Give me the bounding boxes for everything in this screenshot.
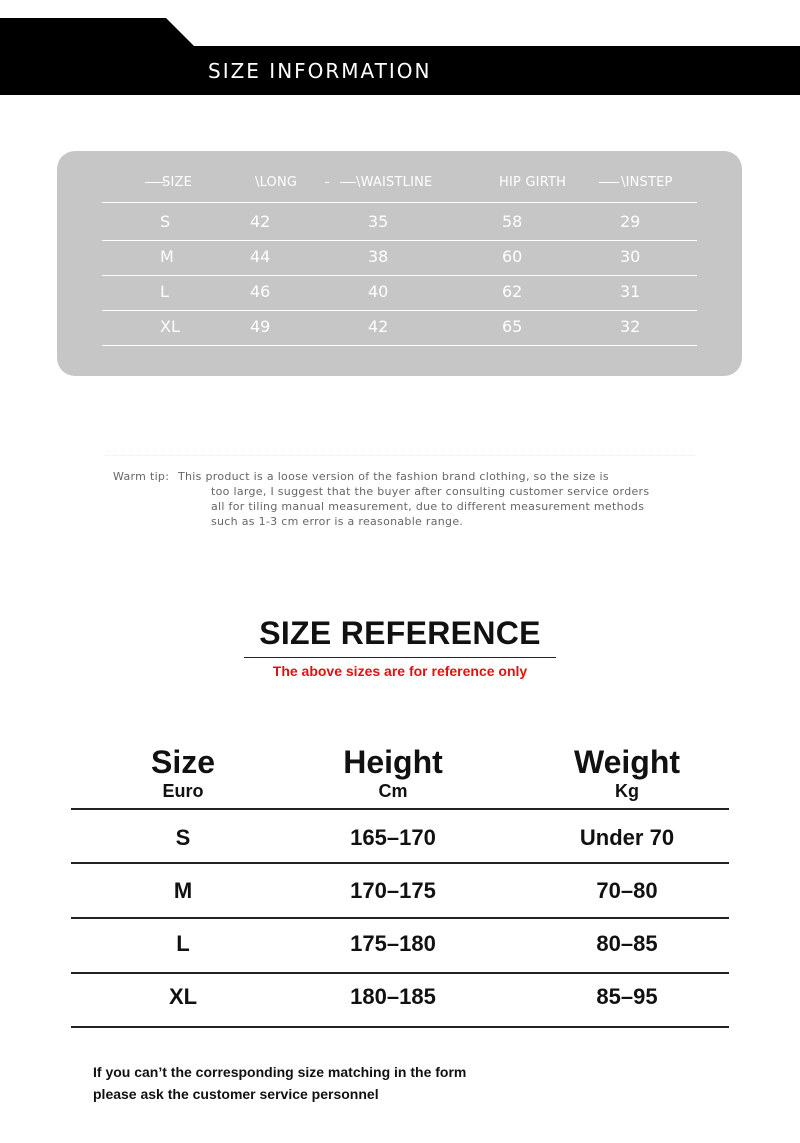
cell-long: 42	[250, 212, 271, 231]
cell-weight: 85–95	[596, 984, 658, 1009]
cell-size: L	[160, 282, 169, 301]
cell-size: S	[160, 212, 171, 231]
size-reference-title: SIZE REFERENCE	[259, 615, 541, 651]
size-information-table	[57, 151, 742, 376]
size-info-row	[102, 204, 697, 241]
header-long: \LONG	[255, 175, 298, 190]
cell-weight: 80–85	[596, 931, 658, 956]
footer-note	[93, 1061, 466, 1105]
cell-weight: Under 70	[579, 825, 675, 850]
footer-note-line: please ask the customer service personnel	[93, 1086, 379, 1102]
cell-hip-girth: 65	[502, 317, 523, 336]
divider	[105, 455, 695, 457]
header-tick	[325, 182, 329, 183]
header-instep: \INSTEP	[621, 175, 673, 190]
header-tick	[599, 182, 619, 183]
cell-height: 180–185	[350, 984, 436, 1009]
table-row	[0, 812, 800, 864]
warm-tip-label: Warm tip:	[113, 470, 170, 483]
cell-instep: 30	[620, 247, 641, 266]
table-row	[0, 971, 800, 1023]
table-row	[0, 865, 800, 917]
warm-tip-line: all for tiling manual measurement, due to different measurement methods	[211, 500, 645, 513]
column-unit: Cm	[378, 781, 408, 801]
cell-size: M	[173, 878, 193, 903]
cell-weight: 70–80	[596, 878, 658, 903]
cell-hip-girth: 62	[502, 282, 523, 301]
column-unit: Kg	[615, 781, 639, 801]
cell-size: S	[175, 825, 191, 850]
column-unit: Euro	[162, 781, 204, 801]
column-title: Weight	[573, 744, 681, 780]
cell-height: 170–175	[350, 878, 436, 903]
header-waistline: \WAISTLINE	[356, 175, 433, 190]
cell-instep: 31	[620, 282, 641, 301]
header-hip-girth: HIP GIRTH	[499, 175, 567, 190]
cell-long: 44	[250, 247, 271, 266]
banner-title: SIZE INFORMATION	[208, 59, 432, 83]
column-title: Size	[150, 744, 216, 780]
header-banner	[0, 0, 800, 95]
cell-waistline: 35	[368, 212, 389, 231]
size-info-row	[102, 274, 697, 311]
cell-size: M	[160, 247, 174, 266]
size-info-row	[102, 239, 697, 276]
column-title: Height	[343, 744, 443, 780]
column-header-size	[63, 743, 303, 801]
footer-note-line: If you can’t the corresponding size matching in the form	[93, 1064, 467, 1080]
header-tick	[340, 182, 356, 183]
cell-waistline: 40	[368, 282, 389, 301]
warm-tip-line: such as 1-3 cm error is a reasonable range.	[211, 515, 464, 528]
cell-instep: 32	[620, 317, 641, 336]
cell-waistline: 42	[368, 317, 389, 336]
cell-long: 49	[250, 317, 271, 336]
cell-size: XL	[160, 317, 180, 336]
cell-height: 165–170	[350, 825, 436, 850]
cell-height: 175–180	[350, 931, 436, 956]
size-info-row	[102, 309, 697, 346]
cell-size: XL	[168, 984, 198, 1009]
column-header-weight	[507, 743, 747, 801]
cell-long: 46	[250, 282, 271, 301]
warm-tip-line: too large, I suggest that the buyer after consulting customer service orders	[211, 485, 650, 498]
column-header-height	[273, 743, 513, 801]
size-reference-subtitle: The above sizes are for reference only	[272, 663, 528, 679]
table-row	[0, 918, 800, 970]
warm-tip-line: This product is a loose version of the fashion brand clothing, so the size is	[178, 470, 609, 483]
title-underline	[244, 657, 556, 658]
cell-hip-girth: 58	[502, 212, 523, 231]
header-size: SIZE	[162, 175, 193, 190]
cell-hip-girth: 60	[502, 247, 523, 266]
cell-instep: 29	[620, 212, 641, 231]
size-info-header-row	[102, 165, 697, 203]
cell-size: L	[176, 931, 190, 956]
table-rule	[71, 1026, 729, 1028]
table-rule	[71, 862, 729, 864]
cell-waistline: 38	[368, 247, 389, 266]
table-rule	[71, 808, 729, 810]
